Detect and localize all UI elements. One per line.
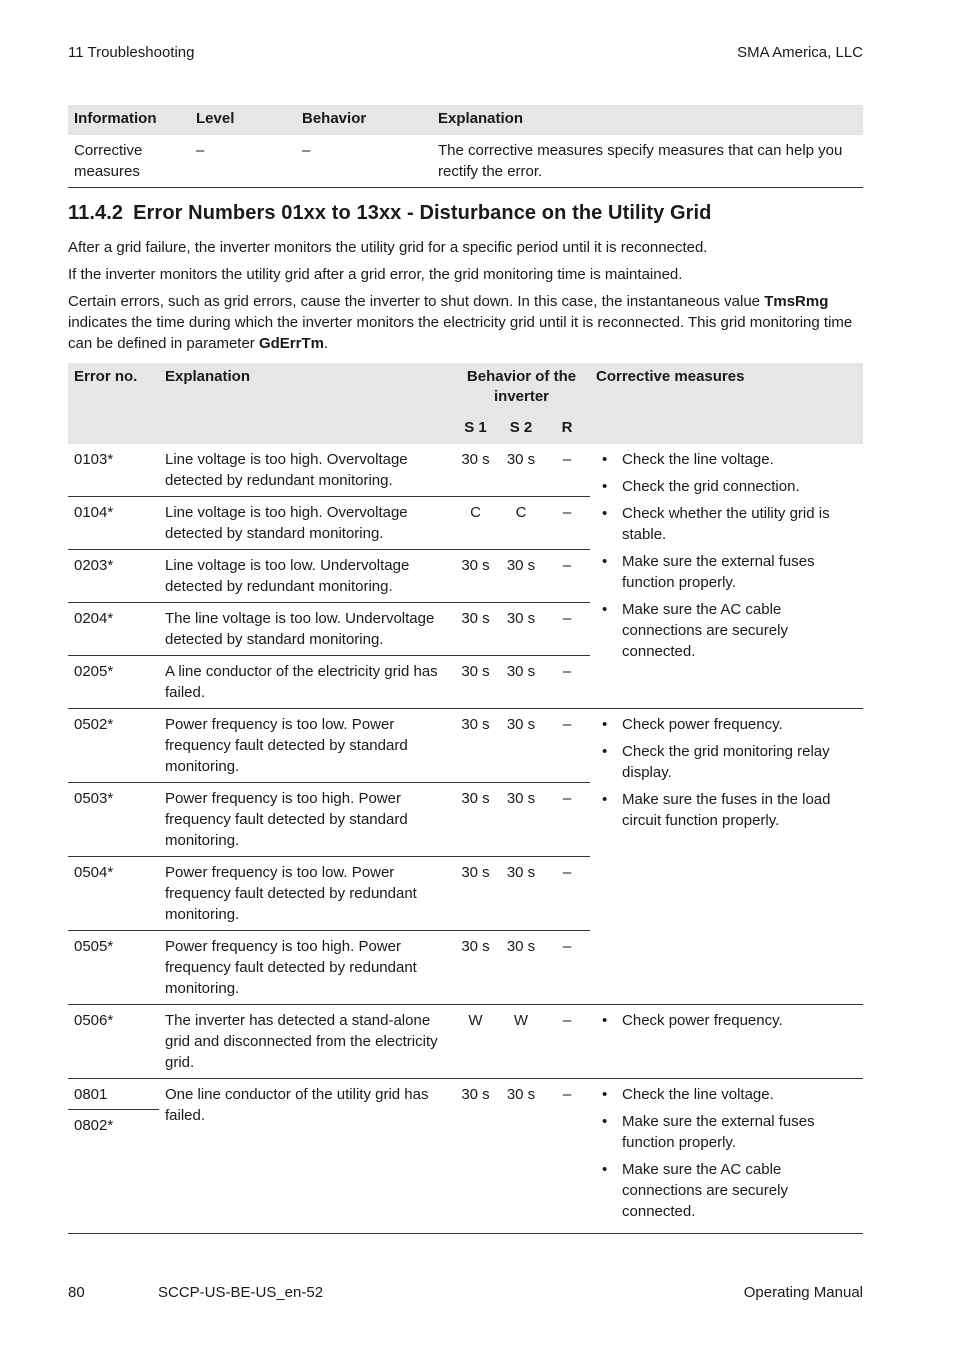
paragraph-monitoring: If the inverter monitors the utility grid after a grid error, the grid monitoring time is maintained. <box>68 266 683 283</box>
error-number: 0204* <box>68 603 159 656</box>
param-gderrtm: GdErrTm <box>258 335 324 352</box>
table-row <box>68 1079 863 1234</box>
measure-text: Check the grid connection. <box>622 478 800 495</box>
list-item <box>594 503 857 545</box>
behavior-r: – <box>544 709 590 783</box>
error-number: 0205* <box>68 656 159 709</box>
behavior-s1: 30 s <box>453 444 498 497</box>
table-row <box>68 709 863 783</box>
error-number-group <box>68 1079 159 1234</box>
info-header-information: Information <box>68 105 190 135</box>
measure-text: Check the grid monitoring relay display. <box>622 743 830 781</box>
paragraph-text: . <box>323 335 329 352</box>
behavior-r: – <box>544 550 590 603</box>
info-header-explanation: Explanation <box>432 105 863 135</box>
behavior-s1: 30 s <box>453 603 498 656</box>
measure-text: Check the line voltage. <box>622 1086 774 1103</box>
header-blank <box>590 413 863 444</box>
info-cell-level: – <box>190 135 296 188</box>
list-item <box>594 741 857 783</box>
behavior-s2: 30 s <box>498 656 544 709</box>
behavior-s2: 30 s <box>498 857 544 931</box>
error-number: 0505* <box>68 931 159 1005</box>
error-explanation: A line conductor of the electricity grid has failed. <box>159 656 453 709</box>
behavior-r: – <box>544 857 590 931</box>
error-explanation: Power frequency is too low. Power frequency fault detected by redundant monitoring. <box>159 857 453 931</box>
behavior-r: – <box>562 1086 572 1103</box>
bullet-icon: • <box>602 553 608 570</box>
measure-text: Make sure the AC cable connections are securely connected. <box>622 1161 788 1220</box>
error-number: 0503* <box>68 783 159 857</box>
corrective-measures <box>590 1005 863 1079</box>
behavior-s2: 30 s <box>498 709 544 783</box>
bullet-icon: • <box>602 1086 608 1103</box>
table-row <box>68 135 863 188</box>
error-number: 0504* <box>68 857 159 931</box>
behavior-s2: W <box>498 1005 544 1079</box>
error-explanation: Power frequency is too high. Power frequency fault detected by standard monitoring. <box>159 783 453 857</box>
bullet-icon: • <box>602 1161 608 1178</box>
error-number: 0502* <box>68 709 159 783</box>
measures-list <box>594 1010 857 1031</box>
paragraph-text: Certain errors, such as grid errors, cause the inverter to shut down. In this case, the instantaneous value <box>68 293 765 310</box>
header-behavior: Behavior of the inverter <box>453 363 590 413</box>
list-item <box>594 551 857 593</box>
error-number: 0506* <box>68 1005 159 1079</box>
error-number: 0802* <box>74 1117 114 1134</box>
bullet-icon: • <box>602 716 608 733</box>
behavior-s2: 30 s <box>498 603 544 656</box>
list-item <box>594 714 857 735</box>
behavior-s2: C <box>498 497 544 550</box>
bullet-icon: • <box>602 505 608 522</box>
measures-list <box>594 449 857 662</box>
header-company: SMA America, LLC <box>737 44 863 61</box>
section-title <box>68 202 711 225</box>
behavior-s1: 30 s <box>453 709 498 783</box>
footer-manual-title: Operating Manual <box>743 1284 863 1301</box>
list-item <box>594 1010 857 1031</box>
paragraph-shutdown <box>68 291 864 354</box>
header-s1: S 1 <box>453 413 498 444</box>
behavior-r: – <box>544 656 590 709</box>
info-cell-information: Corrective measures <box>68 135 190 188</box>
info-cell-behavior: – <box>296 135 432 188</box>
bullet-icon: • <box>602 791 608 808</box>
section-heading: Error Numbers 01xx to 13xx - Disturbance on the Utility Grid <box>133 202 712 224</box>
section-number: 11.4.2 <box>68 202 124 224</box>
info-cell-explanation: The corrective measures specify measures that can help you rectify the error. <box>432 135 863 188</box>
measure-text: Make sure the external fuses function properly. <box>622 1113 815 1151</box>
table-row <box>68 444 863 497</box>
footer-page-number: 80 <box>68 1284 85 1301</box>
header-r: R <box>544 413 590 444</box>
corrective-measures <box>590 709 863 1005</box>
behavior-s2: 30 s <box>506 1086 536 1103</box>
header-chapter: 11 Troubleshooting <box>68 44 195 61</box>
info-header-behavior: Behavior <box>296 105 432 135</box>
table-row <box>68 1005 863 1079</box>
header-blank <box>159 413 453 444</box>
error-explanation: Power frequency is too high. Power frequency fault detected by redundant monitoring. <box>159 931 453 1005</box>
error-explanation: The inverter has detected a stand-alone grid and disconnected from the electricity grid. <box>159 1005 453 1079</box>
list-item <box>594 599 857 662</box>
measure-text: Check whether the utility grid is stable. <box>622 505 830 543</box>
list-item <box>594 449 857 470</box>
info-header-level: Level <box>190 105 296 135</box>
error-number: 0203* <box>68 550 159 603</box>
bullet-icon: • <box>602 1012 608 1029</box>
paragraph-text: indicates the time during which the inverter monitors the electricity grid until it is reconnected. This grid monitoring time can be defined in parameter <box>68 314 853 352</box>
measure-text: Make sure the AC cable connections are securely connected. <box>622 601 788 660</box>
table-end-rule <box>68 1234 863 1235</box>
error-explanation: Power frequency is too low. Power frequency fault detected by standard monitoring. <box>159 709 453 783</box>
corrective-measures <box>590 1079 863 1234</box>
behavior-s1: W <box>453 1005 498 1079</box>
header-measures: Corrective measures <box>590 363 863 413</box>
behavior-s1: 30 s <box>453 931 498 1005</box>
corrective-measures <box>590 444 863 709</box>
error-number: 0801 <box>68 1079 159 1110</box>
behavior-r: – <box>544 783 590 857</box>
list-item <box>594 1111 857 1153</box>
behavior-s2: 30 s <box>498 783 544 857</box>
measure-text: Check power frequency. <box>622 716 783 733</box>
error-explanation: Line voltage is too high. Overvoltage detected by standard monitoring. <box>159 497 453 550</box>
table-bottom-border <box>68 1234 863 1235</box>
bullet-icon: • <box>602 478 608 495</box>
behavior-s2: 30 s <box>498 931 544 1005</box>
behavior-s1: 30 s <box>461 1086 490 1103</box>
list-item <box>594 789 857 831</box>
error-number: 0103* <box>68 444 159 497</box>
measures-list <box>594 1084 857 1222</box>
behavior-r: – <box>544 931 590 1005</box>
behavior-s2: 30 s <box>498 550 544 603</box>
header-blank <box>68 413 159 444</box>
error-explanation: One line conductor of the utility grid has failed. <box>165 1086 429 1124</box>
bullet-icon: • <box>602 451 608 468</box>
measure-text: Check the line voltage. <box>622 451 774 468</box>
list-item <box>594 1159 857 1222</box>
info-table <box>68 105 863 188</box>
error-explanation: Line voltage is too high. Overvoltage detected by redundant monitoring. <box>159 444 453 497</box>
header-explanation: Explanation <box>159 363 453 413</box>
paragraph-grid-failure: After a grid failure, the inverter monitors the utility grid for a specific period until it is reconnected. <box>68 239 708 256</box>
measures-list <box>594 714 857 831</box>
list-item <box>594 1084 857 1105</box>
error-number: 0104* <box>68 497 159 550</box>
error-explanation: Line voltage is too low. Undervoltage detected by redundant monitoring. <box>159 550 453 603</box>
footer-document-id: SCCP-US-BE-US_en-52 <box>158 1284 324 1301</box>
param-tmsrmg: TmsRmg <box>764 293 829 310</box>
header-error-no: Error no. <box>68 363 159 413</box>
behavior-r: – <box>544 444 590 497</box>
behavior-s1: 30 s <box>453 550 498 603</box>
behavior-s1: C <box>453 497 498 550</box>
behavior-r: – <box>544 497 590 550</box>
measure-text: Make sure the fuses in the load circuit function properly. <box>622 791 831 829</box>
behavior-s2: 30 s <box>498 444 544 497</box>
behavior-s1: 30 s <box>453 656 498 709</box>
error-explanation: The line voltage is too low. Undervoltage detected by standard monitoring. <box>159 603 453 656</box>
behavior-r: – <box>544 603 590 656</box>
bullet-icon: • <box>602 1113 608 1130</box>
bullet-icon: • <box>602 601 608 618</box>
measure-text: Check power frequency. <box>622 1012 783 1029</box>
error-table <box>68 363 863 1234</box>
bullet-icon: • <box>602 743 608 760</box>
list-item <box>594 476 857 497</box>
behavior-r: – <box>544 1005 590 1079</box>
behavior-s1: 30 s <box>453 857 498 931</box>
measure-text: Make sure the external fuses function properly. <box>622 553 815 591</box>
header-s2: S 2 <box>498 413 544 444</box>
behavior-s1: 30 s <box>453 783 498 857</box>
